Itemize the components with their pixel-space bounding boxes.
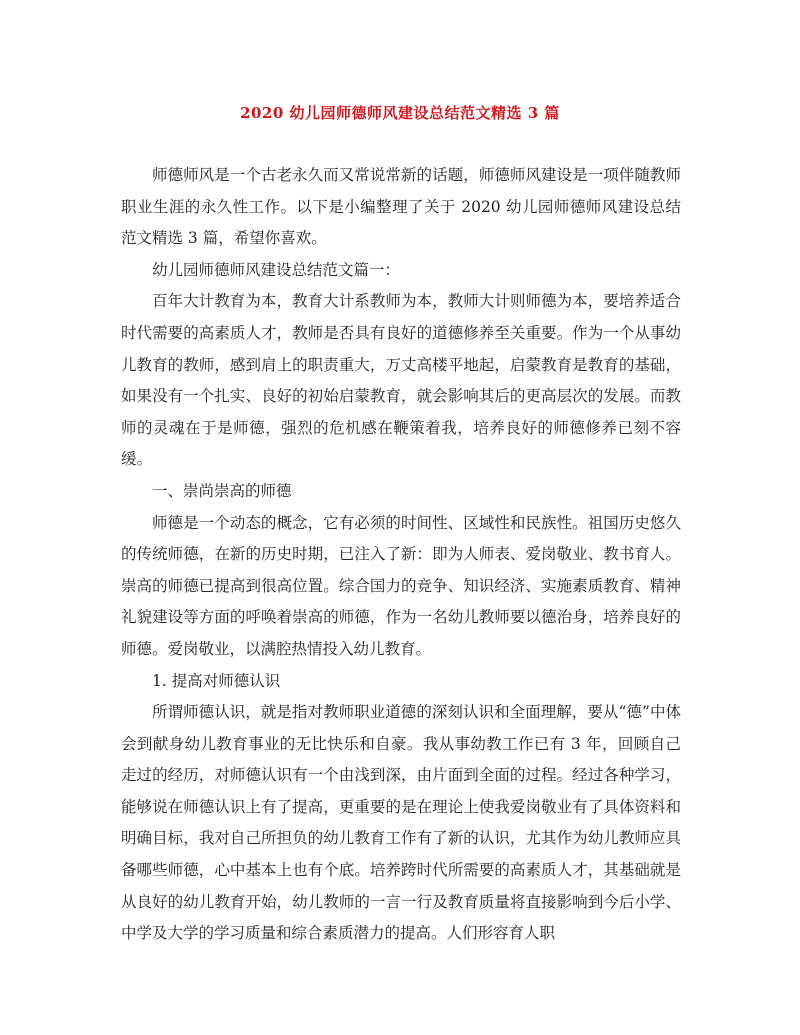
subheading-improve-awareness: 1. 提高对师德认识 (152, 671, 281, 690)
paragraph-ethics-concept: 师德是一个动态的概念，它有必须的时间性、区域性和民族性。祖国历史悠久的传统师德，在新的历史时期，已注入了新：即为人师表、爱岗敬业、教书育人。崇高的师德已提高到很高位置。综合国力的竞争、知识经济、实施素质教育、精神礼貌建设等方面的呼唤着崇高的师德，作为一名幼儿教师要以德治身，培养良好的师德。爱岗敬业，以满腔热情投入幼儿教育。 (121, 513, 681, 658)
document-title: 2020 幼儿园师德师风建设总结范文精选 3 篇 (240, 104, 560, 122)
paragraph-ethics-awareness: 所谓师德认识，就是指对教师职业道德的深刻认识和全面理解，要从“德”中体会到献身幼儿教育事业的无比快乐和自豪。我从事幼教工作已有 3 年，回顾自己走过的经历，对师德认识有一个由浅到深，由片面到全面的过程。经过各种学习，能够说在师德认识上有了提高，更重要的是在理论上使我爱岗敬业有了具体资料和明确目标，我对自己所担负的幼儿教育工作有了新的认识，尤其作为幼儿教师应具备哪些师德，心中基本上也有个底。培养跨时代所需要的高素质人才，其基础就是从良好的幼儿教育开始，幼儿教师的一言一行及教育质量将直接影响到今后小学、中学及大学的学习质量和综合素质潜力的提高。人们形容育人职 (121, 703, 681, 943)
document-body (121, 160, 681, 950)
paragraph-article-one-opening: 百年大计教育为本，教育大计系教师为本，教师大计则师德为本，要培养适合时代需要的高素质人才，教师是否具有良好的道德修养至关重要。作为一个从事幼儿教育的教师，感到肩上的职责重大，万丈高楼平地起，启蒙教育是教育的基础，如果没有一个扎实、良好的初始启蒙教育，就会影响其后的更高层次的发展。而教师的灵魂在于是师德，强烈的危机感在鞭策着我，培养良好的师德修养已刻不容缓。 (121, 292, 681, 469)
subheading-noble-ethics: 一、崇尚崇高的师德 (152, 481, 292, 500)
paragraph-intro: 师德师风是一个古老永久而又常说常新的话题，师德师风建设是一项伴随教师职业生涯的永久性工作。以下是小编整理了关于 2020 幼儿园师德师风建设总结范文精选 3 篇，希望你喜欢。 (121, 166, 681, 248)
section-heading-article-one: 幼儿园师德师风建设总结范文篇一： (152, 260, 401, 279)
